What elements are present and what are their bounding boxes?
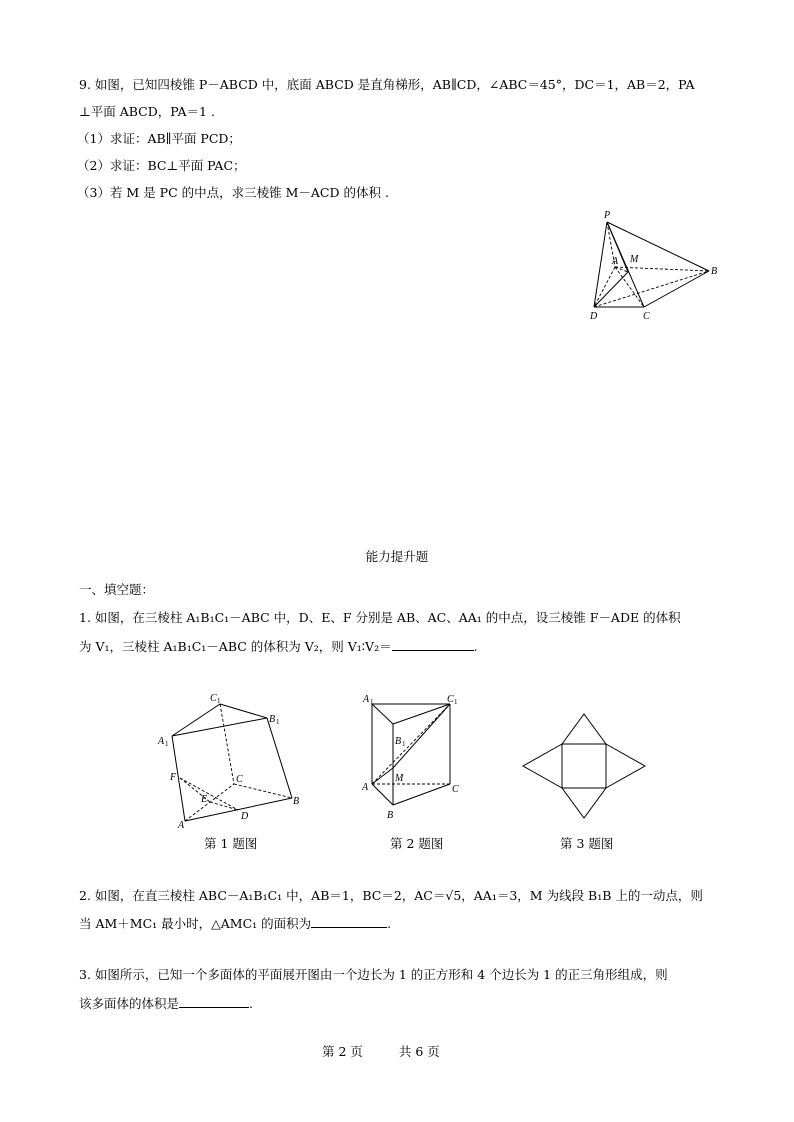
fig1-label-a1: A: [158, 736, 165, 747]
p2-line2-text: 当 AM＋MC₁ 最小时，△AMC₁ 的面积为: [79, 916, 312, 931]
fig1-prism-figure: [150, 688, 320, 833]
p2-line2: [79, 915, 391, 933]
fig3-net-figure: [515, 708, 655, 828]
fig2-label-a: A: [362, 782, 369, 793]
q9-label-m: M: [630, 254, 639, 265]
fig1-label-e: E: [201, 794, 208, 805]
p1-line2: [79, 638, 478, 656]
fig3-caption: 第 3 题图: [560, 836, 614, 851]
q9-line2: ⊥平面 ABCD，PA＝1 .: [79, 104, 215, 119]
q9-line1: 9. 如图，已知四棱锥 P－ABCD 中，底面 ABCD 是直角梯形，AB∥CD，∠ABC＝45°，DC＝1，AB＝2，PA: [79, 77, 695, 92]
p2-answer-blank[interactable]: [311, 915, 387, 928]
q9-label-a: A: [612, 256, 619, 267]
fig1-label-a: A: [178, 820, 185, 831]
q9-label-d: D: [590, 311, 598, 322]
fig2-label-a1: A: [363, 694, 370, 705]
fig1-label-b: B: [293, 796, 300, 807]
fig1-label-c1: C: [210, 693, 217, 704]
page-footer: [322, 1042, 440, 1060]
svg-text:1: 1: [217, 697, 221, 705]
footer-page-number: 第 2 页: [322, 1044, 363, 1059]
svg-text:1: 1: [454, 698, 458, 706]
fig2-label-c1: C: [447, 694, 454, 705]
p3-line2-text: 该多面体的体积是: [79, 996, 180, 1011]
fig2-label-m: M: [395, 773, 404, 784]
svg-text:1: 1: [276, 718, 280, 726]
q9-pyramid-figure: [585, 205, 725, 325]
p3-line2: [79, 995, 253, 1013]
fig2-prism-figure: [355, 688, 470, 828]
p2-line1: 2. 如图，在直三棱柱 ABC－A₁B₁C₁ 中，AB＝1，BC＝2，AC＝√5，AA₁＝3，M 为线段 B₁B 上的一动点，则: [79, 888, 703, 903]
q9-label-b: B: [711, 266, 718, 277]
fig1-label-b1: B: [269, 714, 276, 725]
p1-line2-text: 为 V₁，三棱柱 A₁B₁C₁－ABC 的体积为 V₂，则 V₁∶V₂＝: [79, 639, 392, 654]
fig1-label-f: F: [170, 772, 177, 783]
svg-text:1: 1: [165, 740, 169, 748]
section-title: 能力提升题: [365, 549, 429, 564]
fig2-caption: 第 2 题图: [390, 836, 444, 851]
p1-line1: 1. 如图，在三棱柱 A₁B₁C₁－ABC 中，D、E、F 分别是 AB、AC、AA₁ 的中点，设三棱锥 F－ADE 的体积: [79, 610, 681, 625]
fig1-label-d: D: [241, 811, 249, 822]
q9-part3: （3）若 M 是 PC 的中点，求三棱锥 M－ACD 的体积 .: [77, 185, 389, 200]
p3-answer-blank[interactable]: [179, 995, 249, 1008]
p3-line1: 3. 如图所示，已知一个多面体的平面展开图由一个边长为 1 的正方形和 4 个边长为 1 的正三角形组成，则: [79, 967, 668, 982]
q9-part1: （1）求证：AB∥平面 PCD；: [77, 131, 241, 146]
section-subtitle: 一、填空题：: [79, 582, 155, 597]
fig1-label-c: C: [236, 774, 243, 785]
q9-label-c: C: [643, 311, 650, 322]
fig2-label-c: C: [452, 784, 459, 795]
svg-text:1: 1: [402, 740, 406, 748]
p1-answer-blank[interactable]: [392, 638, 474, 651]
p2-line2-end: .: [387, 916, 392, 931]
q9-label-p: P: [604, 210, 611, 221]
footer-total-pages: 共 6 页: [398, 1044, 440, 1059]
fig2-label-b1: B: [395, 736, 402, 747]
svg-text:1: 1: [370, 698, 374, 706]
q9-part2: （2）求证：BC⊥平面 PAC；: [77, 158, 246, 173]
p3-line2-end: .: [249, 996, 253, 1011]
fig1-caption: 第 1 题图: [204, 836, 258, 851]
fig2-label-b: B: [387, 810, 394, 821]
p1-line2-end: .: [473, 639, 478, 654]
